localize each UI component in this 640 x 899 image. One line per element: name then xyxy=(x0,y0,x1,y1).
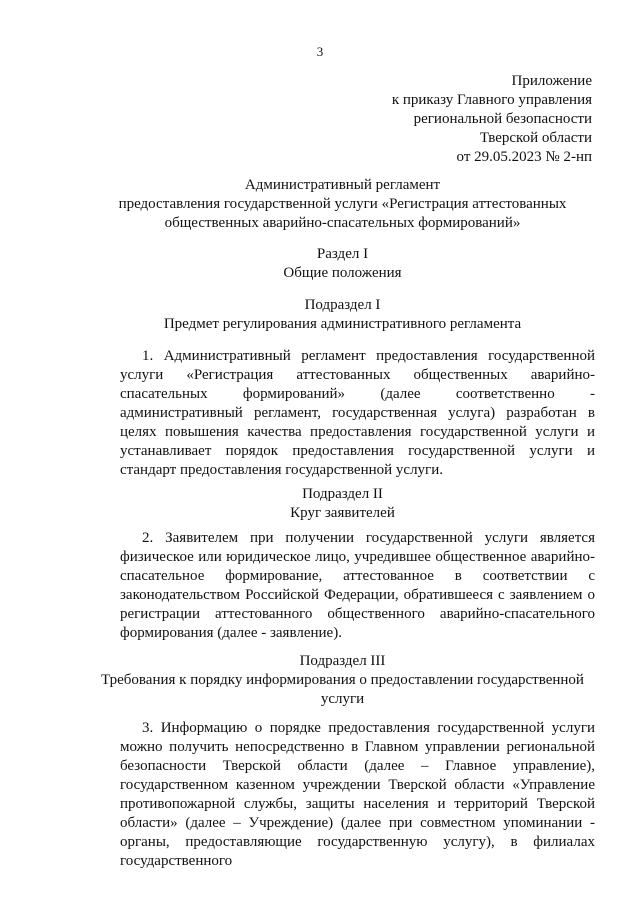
subsection-name: Предмет регулирования административного регламента xyxy=(163,316,522,332)
appendix-line: к приказу Главного управления xyxy=(391,92,592,108)
title-line: общественных аварийно-спасательных формирований» xyxy=(164,215,521,231)
subsection-heading xyxy=(90,296,595,334)
paragraph-2: 2. Заявителем при получении государственной услуги является физическое или юридическое лицо, учредившее общественное аварийно-спасательное формирование, аттестованное в соответствии с законодательством Российской Федерации, обратившееся с заявлением о регистрации аттестованного общественного аварийно-спасательного формирования (далее - заявление). xyxy=(120,530,595,641)
page-number: 3 xyxy=(316,44,324,59)
subsection-name: Требования к порядку информирования о предоставлении государственной xyxy=(101,672,584,688)
title-line: предоставления государственной услуги «Регистрация аттестованных xyxy=(118,196,567,212)
appendix-line: от 29.05.2023 № 2-нп xyxy=(456,149,592,165)
section-label: Раздел I xyxy=(316,246,369,262)
appendix-line: Тверской области xyxy=(479,130,592,146)
subsection-label: Подраздел III xyxy=(299,653,386,669)
section-heading xyxy=(90,245,595,283)
appendix-block xyxy=(392,72,592,167)
subsection-name: Круг заявителей xyxy=(290,505,395,521)
document-title xyxy=(90,176,595,233)
subsection-label: Подраздел II xyxy=(302,486,383,502)
paragraph-1: 1. Административный регламент предоставления государственной услуги «Регистрация аттестованных общественных аварийно-спасательных формирований» (далее соответственно - административный регламент, государственная услуга) разработан в целях повышения качества предоставления государственной услуги и устанавливает порядок предоставления государственной услуги и стандарт предоставления государственной услуги. xyxy=(120,348,595,478)
appendix-line: региональной безопасности xyxy=(413,111,592,127)
subsection-label: Подраздел I xyxy=(304,297,381,313)
subsection-name: услуги xyxy=(320,691,365,707)
appendix-line: Приложение xyxy=(511,73,592,89)
title-line: Административный регламент xyxy=(244,177,441,193)
subsection-heading xyxy=(90,652,595,709)
subsection-heading xyxy=(90,485,595,523)
paragraph-3: 3. Информацию о порядке предоставления государственной услуги можно получить непосредственно в Главном управлении региональной безопасности Тверской области (далее – Главное управление), государственном казенном учреждении Тверской области «Управление противопожарной службы, защиты населения и территорий Тверской области» (далее – Учреждение) (далее при совместном упоминании - органы, предоставляющие государственную услугу), в филиалах государственного xyxy=(120,720,595,869)
section-name: Общие положения xyxy=(283,265,402,281)
